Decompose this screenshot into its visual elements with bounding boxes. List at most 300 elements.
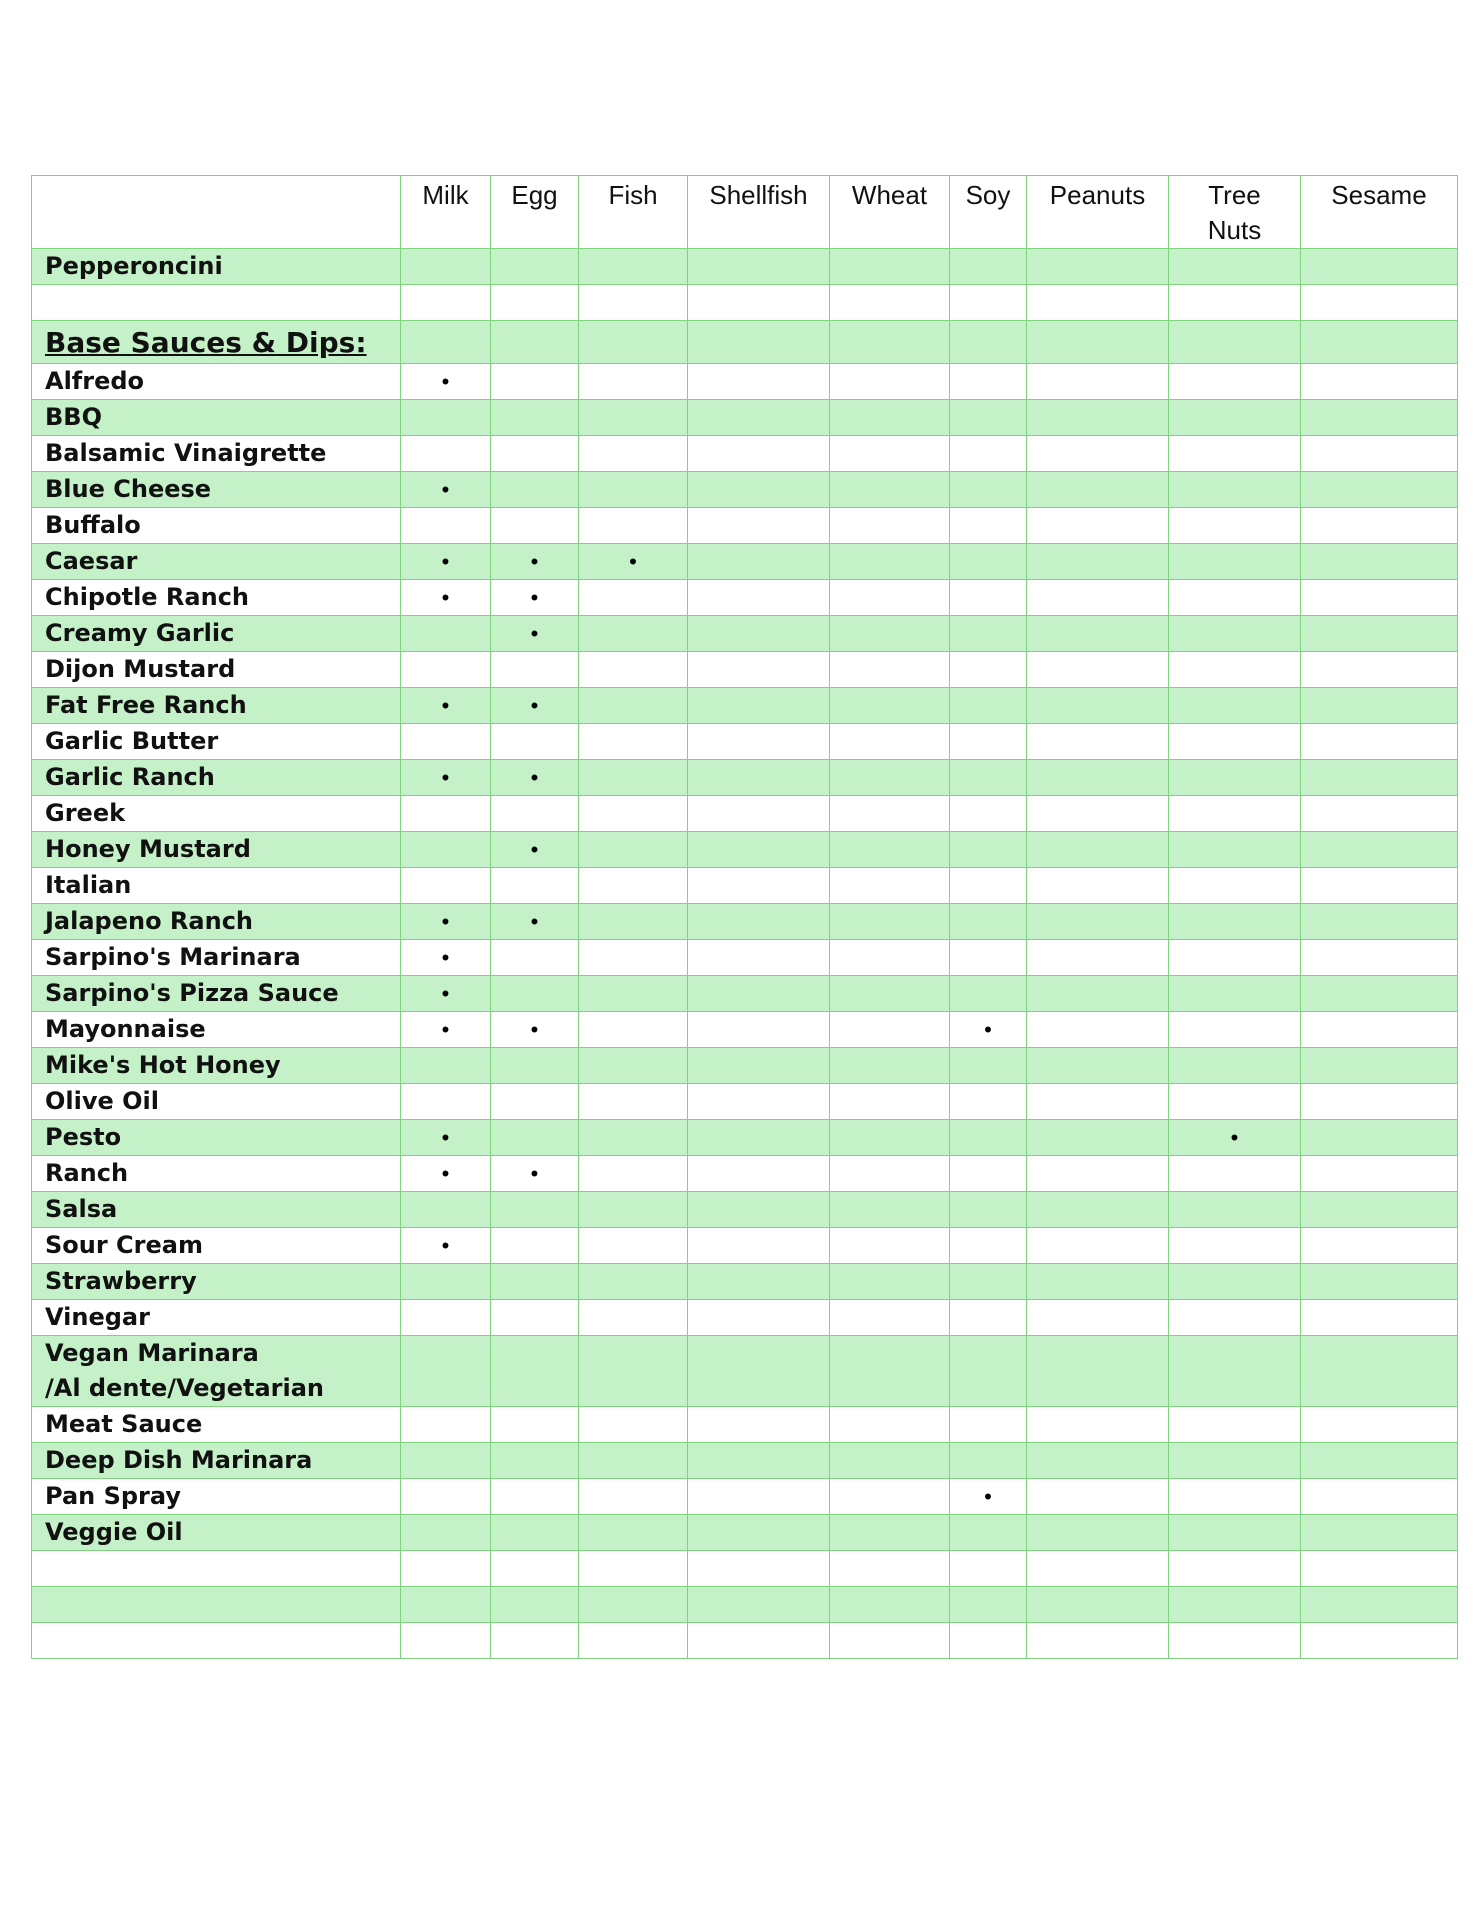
- cell-peanuts: [1027, 1120, 1169, 1156]
- cell-shellfish: [688, 1012, 830, 1048]
- column-header-fish: Fish: [579, 176, 688, 249]
- cell-shellfish: [688, 1048, 830, 1084]
- table-row: [32, 760, 1458, 796]
- cell-shellfish: [688, 580, 830, 616]
- item-label: [32, 1587, 401, 1623]
- allergen-bullet: •: [441, 1124, 450, 1150]
- cell-peanuts: [1027, 832, 1169, 868]
- cell-tree-nuts: [1169, 321, 1301, 364]
- cell-egg: [491, 400, 579, 436]
- allergen-bullet: •: [441, 1160, 450, 1186]
- cell-egg: [491, 688, 579, 724]
- cell-fish: [579, 1407, 688, 1443]
- cell-milk: [401, 544, 491, 580]
- cell-soy: [950, 1623, 1027, 1659]
- cell-shellfish: [688, 796, 830, 832]
- cell-peanuts: [1027, 1192, 1169, 1228]
- cell-tree-nuts: [1169, 904, 1301, 940]
- cell-fish: [579, 321, 688, 364]
- cell-shellfish: [688, 904, 830, 940]
- cell-sesame: [1301, 1084, 1458, 1120]
- cell-sesame: [1301, 1443, 1458, 1479]
- cell-fish: [579, 1228, 688, 1264]
- cell-egg: [491, 1407, 579, 1443]
- allergen-bullet: •: [441, 944, 450, 970]
- cell-sesame: [1301, 868, 1458, 904]
- cell-peanuts: [1027, 940, 1169, 976]
- cell-tree-nuts: [1169, 868, 1301, 904]
- cell-wheat: [830, 436, 950, 472]
- item-label: Sarpino's Marinara: [32, 940, 401, 976]
- table-row: [32, 1228, 1458, 1264]
- cell-wheat: [830, 1300, 950, 1336]
- cell-soy: [950, 1192, 1027, 1228]
- cell-wheat: [830, 1336, 950, 1407]
- cell-peanuts: [1027, 1515, 1169, 1551]
- cell-tree-nuts: [1169, 1443, 1301, 1479]
- cell-tree-nuts: [1169, 652, 1301, 688]
- cell-milk: [401, 1048, 491, 1084]
- cell-soy: [950, 1407, 1027, 1443]
- cell-fish: [579, 1156, 688, 1192]
- table-row: [32, 472, 1458, 508]
- cell-peanuts: [1027, 760, 1169, 796]
- cell-shellfish: [688, 321, 830, 364]
- cell-soy: [950, 1300, 1027, 1336]
- cell-sesame: [1301, 796, 1458, 832]
- cell-milk: [401, 321, 491, 364]
- section-title: Base Sauces & Dips:: [32, 321, 401, 364]
- cell-wheat: [830, 940, 950, 976]
- header-row: [32, 176, 1458, 249]
- cell-fish: [579, 436, 688, 472]
- cell-peanuts: [1027, 724, 1169, 760]
- cell-egg: [491, 1192, 579, 1228]
- table-row: [32, 904, 1458, 940]
- cell-wheat: [830, 580, 950, 616]
- cell-fish: [579, 652, 688, 688]
- item-label: Vegan Marinara /Al dente/Vegetarian: [32, 1336, 401, 1407]
- cell-milk: [401, 1120, 491, 1156]
- cell-sesame: [1301, 652, 1458, 688]
- cell-tree-nuts: [1169, 1623, 1301, 1659]
- cell-shellfish: [688, 976, 830, 1012]
- cell-wheat: [830, 321, 950, 364]
- item-label: Garlic Butter: [32, 724, 401, 760]
- cell-egg: [491, 508, 579, 544]
- cell-tree-nuts: [1169, 1551, 1301, 1587]
- cell-egg: [491, 1264, 579, 1300]
- cell-sesame: [1301, 832, 1458, 868]
- cell-peanuts: [1027, 1012, 1169, 1048]
- table-row: [32, 1048, 1458, 1084]
- cell-fish: [579, 1012, 688, 1048]
- cell-shellfish: [688, 436, 830, 472]
- cell-peanuts: [1027, 976, 1169, 1012]
- cell-egg: [491, 364, 579, 400]
- table-row: [32, 688, 1458, 724]
- cell-wheat: [830, 832, 950, 868]
- item-label: [32, 285, 401, 321]
- cell-peanuts: [1027, 904, 1169, 940]
- cell-wheat: [830, 1479, 950, 1515]
- allergen-bullet: •: [441, 980, 450, 1006]
- item-label: Alfredo: [32, 364, 401, 400]
- cell-peanuts: [1027, 652, 1169, 688]
- allergen-bullet: •: [441, 476, 450, 502]
- item-label: Olive Oil: [32, 1084, 401, 1120]
- cell-egg: [491, 1300, 579, 1336]
- cell-soy: [950, 472, 1027, 508]
- cell-wheat: [830, 1084, 950, 1120]
- cell-egg: [491, 1587, 579, 1623]
- cell-shellfish: [688, 1192, 830, 1228]
- cell-wheat: [830, 1264, 950, 1300]
- cell-sesame: [1301, 364, 1458, 400]
- cell-wheat: [830, 1192, 950, 1228]
- cell-soy: [950, 249, 1027, 285]
- allergen-bullet: •: [530, 1160, 539, 1186]
- cell-fish: [579, 1192, 688, 1228]
- allergen-bullet: •: [530, 1016, 539, 1042]
- cell-soy: [950, 688, 1027, 724]
- cell-peanuts: [1027, 688, 1169, 724]
- table-row: [32, 868, 1458, 904]
- column-header-soy: Soy: [950, 176, 1027, 249]
- item-label: Mike's Hot Honey: [32, 1048, 401, 1084]
- cell-milk: [401, 580, 491, 616]
- allergen-bullet: •: [530, 836, 539, 862]
- cell-tree-nuts: [1169, 1084, 1301, 1120]
- blank-row: [32, 285, 1458, 321]
- cell-peanuts: [1027, 868, 1169, 904]
- allergen-bullet: •: [441, 1016, 450, 1042]
- item-label: Pepperoncini: [32, 249, 401, 285]
- table-row: [32, 1479, 1458, 1515]
- cell-soy: [950, 1479, 1027, 1515]
- cell-milk: [401, 1192, 491, 1228]
- cell-peanuts: [1027, 285, 1169, 321]
- cell-sesame: [1301, 472, 1458, 508]
- cell-shellfish: [688, 1587, 830, 1623]
- item-label: Chipotle Ranch: [32, 580, 401, 616]
- cell-shellfish: [688, 616, 830, 652]
- cell-wheat: [830, 1587, 950, 1623]
- cell-wheat: [830, 796, 950, 832]
- column-header-shellfish: Shellfish: [688, 176, 830, 249]
- blank-row: [32, 1623, 1458, 1659]
- cell-tree-nuts: [1169, 544, 1301, 580]
- cell-egg: [491, 1336, 579, 1407]
- item-label: Veggie Oil: [32, 1515, 401, 1551]
- cell-shellfish: [688, 1084, 830, 1120]
- cell-egg: [491, 832, 579, 868]
- table-row: [32, 1192, 1458, 1228]
- cell-tree-nuts: [1169, 1264, 1301, 1300]
- cell-sesame: [1301, 1623, 1458, 1659]
- cell-tree-nuts: [1169, 1156, 1301, 1192]
- item-label: Garlic Ranch: [32, 760, 401, 796]
- cell-tree-nuts: [1169, 1479, 1301, 1515]
- cell-wheat: [830, 1551, 950, 1587]
- cell-soy: [950, 652, 1027, 688]
- cell-egg: [491, 796, 579, 832]
- column-header-milk: Milk: [401, 176, 491, 249]
- item-label: Honey Mustard: [32, 832, 401, 868]
- cell-peanuts: [1027, 1336, 1169, 1407]
- allergen-bullet: •: [530, 764, 539, 790]
- cell-egg: [491, 1515, 579, 1551]
- cell-shellfish: [688, 1300, 830, 1336]
- table-row: [32, 1443, 1458, 1479]
- cell-egg: [491, 249, 579, 285]
- cell-wheat: [830, 400, 950, 436]
- cell-peanuts: [1027, 436, 1169, 472]
- cell-wheat: [830, 1515, 950, 1551]
- cell-fish: [579, 724, 688, 760]
- cell-sesame: [1301, 1587, 1458, 1623]
- cell-fish: [579, 1479, 688, 1515]
- cell-tree-nuts: [1169, 688, 1301, 724]
- allergen-bullet: •: [984, 1016, 992, 1042]
- cell-tree-nuts: [1169, 1300, 1301, 1336]
- cell-soy: [950, 1120, 1027, 1156]
- cell-shellfish: [688, 1623, 830, 1659]
- cell-tree-nuts: [1169, 760, 1301, 796]
- cell-soy: [950, 321, 1027, 364]
- cell-peanuts: [1027, 544, 1169, 580]
- cell-milk: [401, 400, 491, 436]
- cell-tree-nuts: [1169, 472, 1301, 508]
- cell-sesame: [1301, 976, 1458, 1012]
- table-row: [32, 940, 1458, 976]
- cell-tree-nuts: [1169, 1407, 1301, 1443]
- cell-sesame: [1301, 321, 1458, 364]
- cell-wheat: [830, 1228, 950, 1264]
- cell-sesame: [1301, 1407, 1458, 1443]
- cell-fish: [579, 1443, 688, 1479]
- cell-milk: [401, 436, 491, 472]
- cell-soy: [950, 1587, 1027, 1623]
- cell-shellfish: [688, 285, 830, 321]
- cell-fish: [579, 688, 688, 724]
- cell-egg: [491, 904, 579, 940]
- cell-shellfish: [688, 508, 830, 544]
- cell-peanuts: [1027, 1587, 1169, 1623]
- cell-fish: [579, 508, 688, 544]
- cell-shellfish: [688, 1228, 830, 1264]
- cell-milk: [401, 1479, 491, 1515]
- cell-wheat: [830, 1120, 950, 1156]
- cell-sesame: [1301, 1012, 1458, 1048]
- cell-wheat: [830, 1156, 950, 1192]
- cell-tree-nuts: [1169, 580, 1301, 616]
- table-row: [32, 1407, 1458, 1443]
- allergen-bullet: •: [441, 1232, 450, 1258]
- allergen-bullet: •: [441, 368, 450, 394]
- cell-soy: [950, 1084, 1027, 1120]
- cell-egg: [491, 724, 579, 760]
- cell-milk: [401, 1228, 491, 1264]
- cell-soy: [950, 1551, 1027, 1587]
- allergen-bullet: •: [441, 548, 450, 574]
- cell-tree-nuts: [1169, 1048, 1301, 1084]
- cell-shellfish: [688, 1120, 830, 1156]
- cell-tree-nuts: [1169, 249, 1301, 285]
- cell-shellfish: [688, 544, 830, 580]
- cell-soy: [950, 1443, 1027, 1479]
- cell-milk: [401, 1264, 491, 1300]
- item-label: Fat Free Ranch: [32, 688, 401, 724]
- cell-soy: [950, 1048, 1027, 1084]
- cell-peanuts: [1027, 1551, 1169, 1587]
- cell-wheat: [830, 904, 950, 940]
- cell-sesame: [1301, 760, 1458, 796]
- cell-egg: [491, 1048, 579, 1084]
- cell-milk: [401, 1336, 491, 1407]
- cell-fish: [579, 1264, 688, 1300]
- cell-soy: [950, 436, 1027, 472]
- cell-soy: [950, 544, 1027, 580]
- table-row: [32, 1120, 1458, 1156]
- cell-peanuts: [1027, 796, 1169, 832]
- cell-shellfish: [688, 1443, 830, 1479]
- cell-shellfish: [688, 1551, 830, 1587]
- item-label: BBQ: [32, 400, 401, 436]
- cell-milk: [401, 1012, 491, 1048]
- cell-fish: [579, 796, 688, 832]
- item-label: Buffalo: [32, 508, 401, 544]
- cell-wheat: [830, 1443, 950, 1479]
- table-row: [32, 580, 1458, 616]
- cell-shellfish: [688, 832, 830, 868]
- table-row: [32, 796, 1458, 832]
- cell-shellfish: [688, 364, 830, 400]
- cell-soy: [950, 904, 1027, 940]
- cell-sesame: [1301, 285, 1458, 321]
- item-label: Vinegar: [32, 1300, 401, 1336]
- allergen-bullet: •: [530, 584, 539, 610]
- cell-egg: [491, 1443, 579, 1479]
- cell-fish: [579, 364, 688, 400]
- cell-egg: [491, 1012, 579, 1048]
- cell-wheat: [830, 544, 950, 580]
- cell-peanuts: [1027, 321, 1169, 364]
- cell-tree-nuts: [1169, 508, 1301, 544]
- table-row: [32, 1084, 1458, 1120]
- cell-sesame: [1301, 1120, 1458, 1156]
- cell-soy: [950, 724, 1027, 760]
- cell-tree-nuts: [1169, 976, 1301, 1012]
- cell-egg: [491, 868, 579, 904]
- cell-fish: [579, 976, 688, 1012]
- cell-sesame: [1301, 1048, 1458, 1084]
- allergen-table: [31, 175, 1458, 1659]
- item-label: Pesto: [32, 1120, 401, 1156]
- cell-sesame: [1301, 904, 1458, 940]
- cell-sesame: [1301, 1551, 1458, 1587]
- cell-sesame: [1301, 940, 1458, 976]
- cell-egg: [491, 1551, 579, 1587]
- cell-tree-nuts: [1169, 1587, 1301, 1623]
- cell-fish: [579, 580, 688, 616]
- cell-tree-nuts: [1169, 1120, 1301, 1156]
- column-header-egg: Egg: [491, 176, 579, 249]
- cell-tree-nuts: [1169, 940, 1301, 976]
- cell-milk: [401, 1443, 491, 1479]
- cell-milk: [401, 1407, 491, 1443]
- cell-fish: [579, 868, 688, 904]
- cell-egg: [491, 1084, 579, 1120]
- cell-fish: [579, 1120, 688, 1156]
- item-label: Salsa: [32, 1192, 401, 1228]
- cell-shellfish: [688, 1407, 830, 1443]
- table-row: [32, 652, 1458, 688]
- cell-tree-nuts: [1169, 1192, 1301, 1228]
- cell-soy: [950, 1156, 1027, 1192]
- table-row: [32, 1012, 1458, 1048]
- cell-tree-nuts: [1169, 832, 1301, 868]
- item-label: [32, 1623, 401, 1659]
- cell-milk: [401, 940, 491, 976]
- cell-milk: [401, 1300, 491, 1336]
- cell-shellfish: [688, 868, 830, 904]
- cell-shellfish: [688, 724, 830, 760]
- item-label: Greek: [32, 796, 401, 832]
- table-row: [32, 616, 1458, 652]
- column-header-wheat: Wheat: [830, 176, 950, 249]
- cell-sesame: [1301, 1228, 1458, 1264]
- cell-sesame: [1301, 249, 1458, 285]
- cell-peanuts: [1027, 508, 1169, 544]
- cell-peanuts: [1027, 1443, 1169, 1479]
- item-label: Strawberry: [32, 1264, 401, 1300]
- cell-sesame: [1301, 1192, 1458, 1228]
- cell-peanuts: [1027, 616, 1169, 652]
- cell-wheat: [830, 976, 950, 1012]
- allergen-bullet: •: [984, 1483, 992, 1509]
- section-header-row: [32, 321, 1458, 364]
- cell-egg: [491, 940, 579, 976]
- cell-milk: [401, 688, 491, 724]
- cell-egg: [491, 616, 579, 652]
- cell-milk: [401, 724, 491, 760]
- cell-tree-nuts: [1169, 724, 1301, 760]
- cell-soy: [950, 1515, 1027, 1551]
- cell-soy: [950, 1012, 1027, 1048]
- cell-shellfish: [688, 760, 830, 796]
- table-row: [32, 1300, 1458, 1336]
- cell-fish: [579, 1048, 688, 1084]
- allergen-bullet: •: [441, 908, 450, 934]
- cell-egg: [491, 976, 579, 1012]
- allergen-bullet: •: [1230, 1124, 1239, 1150]
- cell-milk: [401, 868, 491, 904]
- cell-soy: [950, 616, 1027, 652]
- cell-soy: [950, 832, 1027, 868]
- cell-egg: [491, 544, 579, 580]
- cell-milk: [401, 285, 491, 321]
- cell-fish: [579, 400, 688, 436]
- table-row: [32, 832, 1458, 868]
- cell-milk: [401, 1515, 491, 1551]
- cell-peanuts: [1027, 580, 1169, 616]
- cell-sesame: [1301, 1336, 1458, 1407]
- cell-wheat: [830, 724, 950, 760]
- cell-fish: [579, 249, 688, 285]
- cell-shellfish: [688, 1156, 830, 1192]
- cell-fish: [579, 285, 688, 321]
